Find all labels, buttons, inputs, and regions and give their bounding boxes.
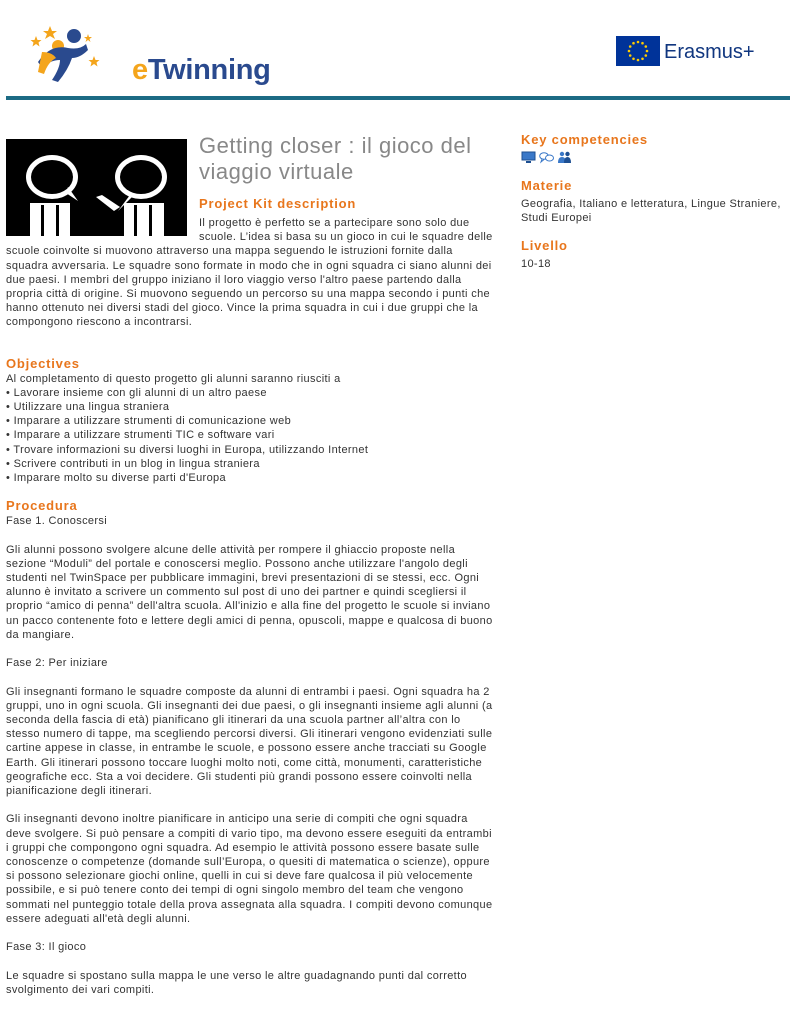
subjects-heading: Materie (521, 178, 573, 193)
procedure-heading: Procedura (6, 498, 78, 514)
subjects-value: Geografia, Italiano e letteratura, Lingue Straniere, Studi Europei (521, 198, 781, 224)
header-divider (6, 96, 790, 100)
competency-icons (521, 151, 787, 164)
procedure-paragraph: Le squadre si spostano sulla mappa le une verso le altre guadagnando punti dal corretto svolgimento dei vari compiti. (6, 969, 467, 996)
etwinning-figure-icon (28, 22, 106, 86)
spacer (6, 670, 496, 684)
procedure-paragraph: Gli insegnanti formano le squadre composte da alunni di entrambi i paesi. Ogni squadra ha 2 gruppi, uno in ogni scuola. Gli insegnanti dei due paesi, o gli insegnanti insieme agli alunni (a seconda della fascia di età) pianificano gli itinerari da una scuola partner all’altra con lo stesso numero di tappe, ma scegliendo percorsi diversi. Gli itinerari vengono evidenziati sulle cartine appese in classe, in entrambe le scuole, e possono essere anche tracciati su Google Earth. Gli itinerari possono toccare luoghi molto noti, come città, monumenti, caratteristiche geografiche ecc. Sta a voi decidere. Gli studenti più grandi possono essere coinvolti nella pianificazione degli itinerari. (6, 685, 493, 798)
two-people-talking-icon (6, 139, 187, 236)
list-item: • Trovare informazioni su diversi luoghi in Europa, utilizzando Internet (6, 443, 369, 456)
list-item: • Imparare a utilizzare strumenti TIC e software vari (6, 429, 275, 442)
spacer (6, 528, 496, 542)
project-image (6, 139, 187, 236)
age-heading: Livello (521, 238, 568, 253)
phase-3-label: Fase 3: Il gioco (6, 941, 87, 954)
spacer (6, 642, 496, 656)
phase-2-label: Fase 2: Per iniziare (6, 657, 108, 670)
list-item: • Scrivere contributi in un blog in lingua straniera (6, 457, 260, 470)
spacer (6, 798, 496, 812)
objectives-list (6, 386, 496, 485)
spacer (6, 926, 496, 940)
competencies-heading: Key competencies (521, 132, 648, 147)
objectives-intro: Al completamento di questo progetto gli alunni saranno riusciti a (6, 372, 341, 385)
project-description: Il progetto è perfetto se a partecipare sono solo due scuole. L’idea si basa su un gioco in cui le squadre delle scuole coinvolte si muovono attraverso una mappa seguendo le istruzioni fornite dalla squadra avversaria. Le squadre sono formate in modo che in ogni squadra ci siano alunni dei due paesi. I membri del gruppo iniziano il loro viaggio verso l'altro paese partendo dalla propria città di origine. Si muovono seguendo un percorso su una mappa secondo i punti che hanno ottenuto nei diversi stadi del gioco. Vince la prima squadra in cui i due gruppi che la compongono riescono a incontrarsi. (6, 217, 493, 329)
objectives-heading: Objectives (6, 355, 80, 371)
etwinning-wordmark: eTwinning (132, 54, 271, 86)
kit-description-heading: Project Kit description (199, 196, 357, 211)
list-item: • Imparare a utilizzare strumenti di comunicazione web (6, 415, 292, 428)
list-item: • Imparare molto su diverse parti d'Europa (6, 472, 226, 485)
list-item: • Lavorare insieme con gli alunni di un altro paese (6, 386, 267, 399)
procedure-paragraph: Gli insegnanti devono inoltre pianificare in anticipo una serie di compiti che ogni squadra deve svolgere. Si può pensare a compiti di vario tipo, ma devono essere eseguiti da entrambi i gruppi che compongono ogni squadra. Ad esempio le attività possono essere basate sulle conoscenze o competenze (domande sull’Europa, o quesiti di matematica o scienze), oppure si possono selezionare giochi online, quelli in cui si deve fare qualcosa il più velocemente possibile, e si può tenere conto dei tempi di ogni singolo membro del team che vengono sommati nel punteggio totale della prova assegnata alla squadra. I compiti devono comunque essere adeguati all'età degli alunni. (6, 813, 493, 925)
people-icon[interactable] (557, 151, 572, 164)
phase-1-label: Fase 1. Conoscersi (6, 515, 108, 528)
etwinning-logo[interactable] (28, 22, 271, 86)
main-content (6, 133, 496, 997)
speech-bubbles-icon[interactable] (539, 151, 554, 164)
eu-flag-icon (616, 36, 660, 66)
page-title: Getting closer : il gioco del viaggio virtuale (199, 133, 472, 184)
spacer (6, 954, 496, 968)
sidebar (521, 132, 787, 271)
list-item: • Utilizzare una lingua straniera (6, 401, 170, 414)
erasmus-wordmark: Erasmus+ (664, 41, 755, 63)
computer-icon[interactable] (521, 151, 536, 164)
page-header (0, 0, 791, 98)
procedure-paragraph: Gli alunni possono svolgere alcune delle attività per rompere il ghiaccio proposte nella sezione “Moduli” del portale e conoscersi meglio. Possono anche utilizzare l'angolo degli studenti nel TwinSpace per pubblicare immagini, brevi presentazioni di se stessi, ecc. Ogni alunno è invitato a scrivere un commento sul post di uno dei partner e quindi scegliersi il proprio “amico di penna” dell'altra scuola. All'inizio e alla fine del progetto le scuole si inviano un pacco contenente foto e lettere degli amici di penna, opuscoli, mappe e qualcosa di buono da mangiare. (6, 543, 493, 641)
age-value: 10-18 (521, 258, 551, 270)
